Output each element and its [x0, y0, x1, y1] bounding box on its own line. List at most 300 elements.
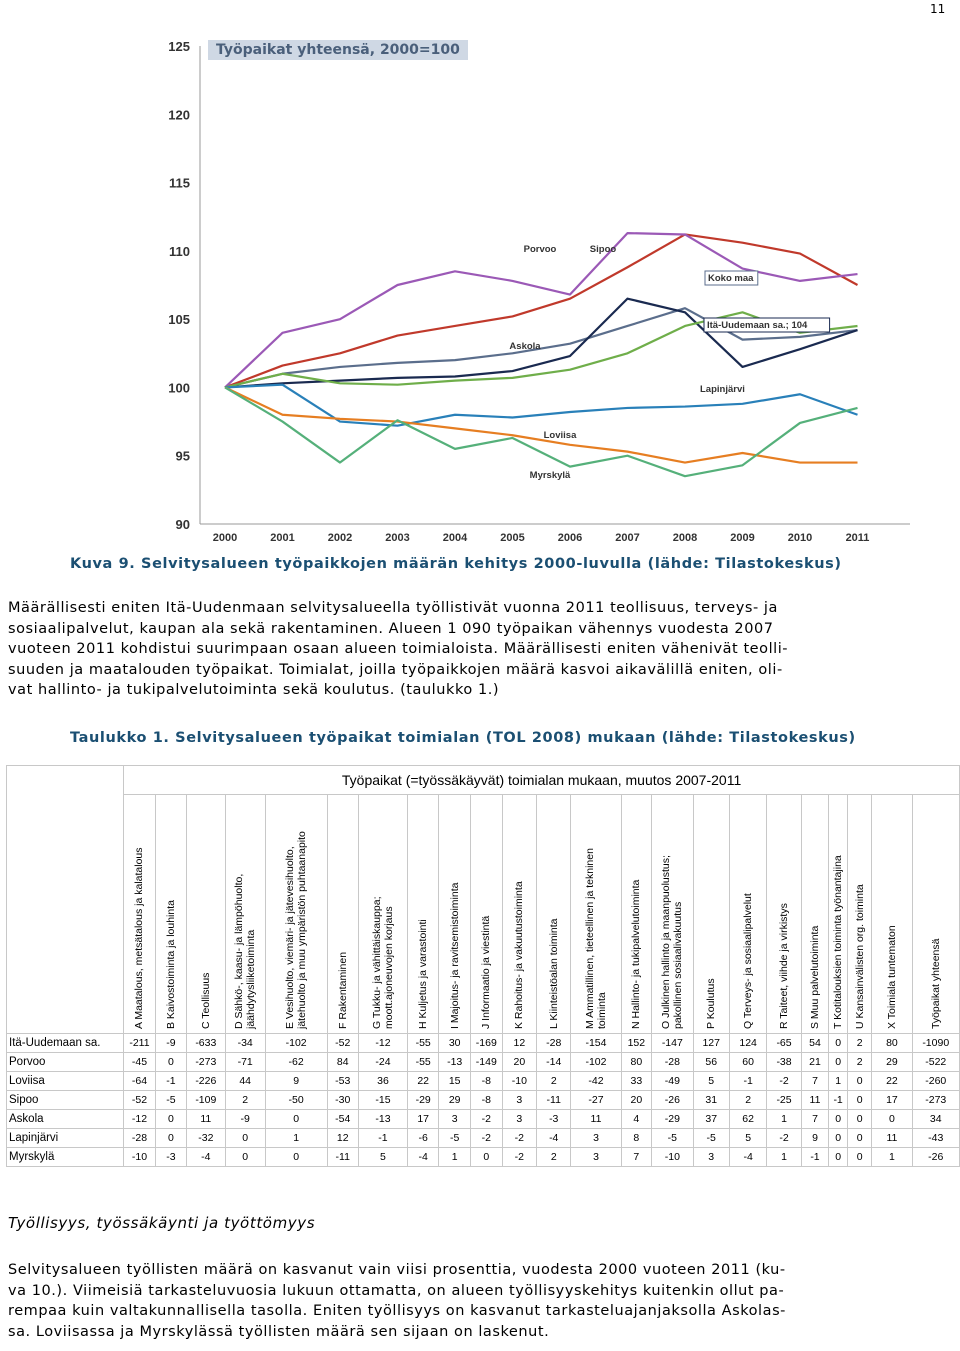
column-header-label	[705, 978, 717, 1029]
column-header	[124, 795, 156, 1034]
table-cell: 0	[847, 1129, 871, 1148]
column-header-text: R Taiteet, viihde ja virkistys	[778, 903, 791, 1029]
column-header-text: M Ammatillinen, tieteellinen ja tekninen	[583, 848, 596, 1029]
table-cell: 9	[801, 1129, 829, 1148]
table-cell: -13	[439, 1053, 471, 1072]
table-row	[7, 1129, 960, 1148]
series-label: Porvoo	[523, 244, 557, 255]
chart-title: Työpaikat yhteensä, 2000=100	[208, 40, 468, 60]
table-cell: -53	[327, 1072, 359, 1091]
column-header-label	[660, 855, 684, 1029]
table-cell: -28	[652, 1053, 693, 1072]
table-cell: 3	[571, 1129, 621, 1148]
series-label: Myrskylä	[529, 470, 571, 481]
table-cell: 2	[729, 1091, 766, 1110]
table-cell: 3	[571, 1148, 621, 1167]
chart-svg	[150, 28, 940, 553]
column-header-text: T Kotitalouksien toiminta työnantajina	[832, 855, 845, 1029]
column-header	[767, 795, 801, 1034]
table-cell: 8	[621, 1129, 652, 1148]
paragraph-line: Määrällisesti eniten Itä-Uudenmaan selvitysalueella työllistivät vuonna 2011 teollisuus, terveys- ja	[8, 600, 778, 616]
column-header	[912, 795, 960, 1034]
table-cell: -1	[829, 1091, 848, 1110]
column-header	[537, 795, 571, 1034]
table-cell: -11	[327, 1148, 359, 1167]
table-cell: -2	[470, 1129, 502, 1148]
table-row	[7, 1148, 960, 1167]
paragraph-line: Selvitysalueen työllisten määrä on kasvanut vain viisi prosenttia, vuodesta 2000 vuoteen 2011 (ku-	[8, 1262, 786, 1278]
table-cell: 60	[729, 1053, 766, 1072]
section-heading: Työllisyys, työssäkäynti ja työttömyys	[8, 1214, 316, 1232]
series-label: Loviisa	[543, 430, 577, 441]
column-header-text: C Teollisuus	[199, 972, 212, 1029]
column-header-text: E Vesihuolto, viemäri- ja jätevesihuolto,	[284, 846, 297, 1029]
paragraph-line: vat hallinto- ja tukipalvelutoiminta sekä koulutus. (taulukko 1.)	[8, 682, 500, 698]
x-tick-label: 2010	[787, 532, 813, 544]
table-cell: 0	[265, 1110, 327, 1129]
table-cell: -55	[407, 1034, 439, 1053]
body-paragraph-1	[8, 598, 958, 701]
column-header-text: A Maatalous, metsätalous ja kalatalous	[133, 847, 146, 1029]
table-cell: 20	[502, 1053, 536, 1072]
table-caption: Taulukko 1. Selvitysalueen työpaikat toimialan (TOL 2008) mukaan (lähde: Tilastokeskus)	[70, 730, 856, 746]
column-header-text: G Tukku- ja vähittäiskauppa;	[370, 896, 383, 1029]
paragraph-line: sosiaalipalvelut, kaupan ala sekä rakentaminen. Alueen 1 090 työpaikan vähennys vuodesta 2007	[8, 620, 774, 637]
table-row	[7, 1053, 960, 1072]
table-cell: -28	[124, 1129, 156, 1148]
table-cell: -5	[439, 1129, 471, 1148]
table-cell: -6	[407, 1129, 439, 1148]
y-tick-label: 115	[169, 175, 190, 191]
column-header	[439, 795, 471, 1034]
table-cell: 0	[155, 1110, 186, 1129]
table-cell: 1	[265, 1129, 327, 1148]
column-header	[621, 795, 652, 1034]
table-cell: -10	[124, 1148, 156, 1167]
y-tick-label: 95	[175, 448, 190, 464]
table-cell: -65	[767, 1034, 801, 1053]
table-cell: -633	[187, 1034, 225, 1053]
column-header	[801, 795, 829, 1034]
paragraph-line: vuoteen 2011 kohdistui suurimpaan osaan alueen toimialoista. Määrällisesti eniten vähenivät teolli-	[8, 641, 789, 657]
series-label: Itä-Uudemaan sa.; 104	[707, 320, 808, 331]
column-header-text: U Kansainvälisten org. toiminta	[853, 884, 866, 1029]
table-cell: 0	[225, 1148, 265, 1167]
column-header	[470, 795, 502, 1034]
column-header	[502, 795, 536, 1034]
table-cell: 3	[502, 1091, 536, 1110]
x-tick-label: 2003	[385, 532, 410, 544]
column-header-label	[337, 952, 349, 1029]
paragraph-line: sa. Loviisassa ja Myrskylässä työllisten määrä sen sijaan on laskenut.	[8, 1323, 550, 1340]
table-cell: 36	[359, 1072, 408, 1091]
table-cell: -49	[652, 1072, 693, 1091]
table-cell: 0	[847, 1110, 871, 1129]
table-cell: 4	[621, 1110, 652, 1129]
table-cell: -8	[470, 1091, 502, 1110]
table-cell: 0	[225, 1129, 265, 1148]
table-cell: 1	[829, 1072, 848, 1091]
table-cell: -32	[187, 1129, 225, 1148]
table-cell: 1	[767, 1148, 801, 1167]
y-tick-label: 110	[169, 243, 190, 259]
table-cell: -522	[912, 1053, 960, 1072]
table-cell: 30	[439, 1034, 471, 1053]
column-header-text: N Hallinto- ja tukipalvelutoiminta	[630, 879, 643, 1029]
table-cell: -9	[155, 1034, 186, 1053]
column-header-label	[742, 893, 754, 1029]
column-header	[571, 795, 621, 1034]
line-chart	[150, 28, 940, 553]
body-paragraph-2	[8, 1260, 960, 1342]
table-cell: 31	[693, 1091, 729, 1110]
table-cell: 11	[872, 1129, 912, 1148]
column-header-text: L Kiinteistöalan toiminta	[547, 918, 560, 1029]
table-cell: -64	[124, 1072, 156, 1091]
row-label: Lapinjärvi	[7, 1129, 124, 1148]
table-cell: 33	[621, 1072, 652, 1091]
table-cell: 1	[439, 1148, 471, 1167]
table-cell: 29	[872, 1053, 912, 1072]
table-cell: -1	[155, 1072, 186, 1091]
table-cell: 5	[359, 1148, 408, 1167]
table-cell: 62	[729, 1110, 766, 1129]
column-header-text: K Rahoitus- ja vakuutustoiminta	[513, 881, 526, 1029]
table-cell: 3	[439, 1110, 471, 1129]
table-cell: -62	[265, 1053, 327, 1072]
table-group-header: Työpaikat (=työssäkäyvät) toimialan mukaan, muutos 2007-2011	[124, 766, 960, 795]
table-cell: -15	[359, 1091, 408, 1110]
table-cell: -226	[187, 1072, 225, 1091]
table-cell: -34	[225, 1034, 265, 1053]
page-number: 11	[930, 2, 946, 16]
table-cell: 5	[729, 1129, 766, 1148]
table-cell: -45	[124, 1053, 156, 1072]
table-row	[7, 1091, 960, 1110]
table-cell: 29	[439, 1091, 471, 1110]
column-header	[155, 795, 186, 1034]
table-cell: -273	[187, 1053, 225, 1072]
column-header	[652, 795, 693, 1034]
table-cell: -2	[767, 1129, 801, 1148]
series-label: Sipoo	[589, 244, 617, 255]
column-header-label	[513, 881, 525, 1029]
table-cell: 15	[439, 1072, 471, 1091]
table-row	[7, 1110, 960, 1129]
column-header	[359, 795, 408, 1034]
table-cell: 0	[847, 1148, 871, 1167]
table-cell: -5	[693, 1129, 729, 1148]
table-cell: 21	[801, 1053, 829, 1072]
row-label: Loviisa	[7, 1072, 124, 1091]
table-cell: 3	[502, 1110, 536, 1129]
table-cell: -12	[359, 1034, 408, 1053]
table-cell: -26	[652, 1091, 693, 1110]
column-header-label	[417, 919, 429, 1029]
table-cell: -55	[407, 1053, 439, 1072]
column-header-label	[832, 855, 844, 1029]
table-cell: -50	[265, 1091, 327, 1110]
table-cell: 44	[225, 1072, 265, 1091]
table-cell: 80	[621, 1053, 652, 1072]
table-cell: -28	[537, 1034, 571, 1053]
table-cell: 0	[829, 1148, 848, 1167]
table-cell: -5	[652, 1129, 693, 1148]
table-cell: -11	[537, 1091, 571, 1110]
table-cell: 2	[847, 1053, 871, 1072]
column-header-text: S Muu palvelutoiminta	[808, 925, 821, 1029]
column-header-label	[233, 874, 257, 1029]
column-header-text: P Koulutus	[705, 978, 718, 1029]
column-header-text: moott.ajoneuvojen korjaus	[382, 906, 395, 1029]
table-cell: 11	[187, 1110, 225, 1129]
table-cell: 56	[693, 1053, 729, 1072]
column-header-text: X Toimiala tuntematon	[885, 925, 898, 1029]
column-header-label	[133, 847, 145, 1029]
table-cell: -211	[124, 1034, 156, 1053]
industry-table	[6, 765, 960, 1167]
column-header-label	[584, 848, 608, 1029]
table-cell: 9	[265, 1072, 327, 1091]
table-cell: -4	[187, 1148, 225, 1167]
column-header-text: O Julkinen hallinto ja maanpuolustus;	[660, 855, 673, 1029]
x-tick-label: 2000	[212, 532, 238, 544]
table-cell: -29	[652, 1110, 693, 1129]
table-cell: 0	[829, 1053, 848, 1072]
y-tick-label: 125	[168, 39, 190, 54]
table-cell: 0	[829, 1110, 848, 1129]
column-header	[327, 795, 359, 1034]
table-cell: -4	[407, 1148, 439, 1167]
table-cell: -169	[470, 1034, 502, 1053]
table-cell: -42	[571, 1072, 621, 1091]
row-label: Askola	[7, 1110, 124, 1129]
table-cell: -10	[652, 1148, 693, 1167]
paragraph-line: va 10.). Viimeisiä tarkasteluvuosia lukuun ottamatta, on alueen työllisyyskehitys kuitenkin ollut pa-	[8, 1282, 785, 1299]
table-cell: -102	[571, 1053, 621, 1072]
table-cell: -109	[187, 1091, 225, 1110]
table-cell: -38	[767, 1053, 801, 1072]
table-cell: -30	[327, 1091, 359, 1110]
table-cell: -10	[502, 1072, 536, 1091]
table-cell: 0	[829, 1034, 848, 1053]
table-cell: 7	[621, 1148, 652, 1167]
table-cell: 0	[155, 1129, 186, 1148]
row-label: Itä-Uudemaan sa.	[7, 1034, 124, 1053]
x-tick-label: 2002	[327, 532, 353, 544]
table-cell: 7	[801, 1072, 829, 1091]
table-cell: -52	[124, 1091, 156, 1110]
table-cell: -1	[729, 1072, 766, 1091]
table-cell: -14	[537, 1053, 571, 1072]
y-tick-label: 90	[175, 517, 190, 532]
x-tick-label: 2011	[845, 532, 870, 544]
table-cell: 2	[225, 1091, 265, 1110]
table-cell: 1	[872, 1148, 912, 1167]
row-label: Porvoo	[7, 1053, 124, 1072]
column-header-text: toiminta	[595, 992, 608, 1029]
column-header-text: pakollinen sosiaalivakuutus	[672, 901, 685, 1029]
table-cell: -4	[537, 1129, 571, 1148]
column-header-text: H Kuljetus ja varastointi	[417, 919, 430, 1029]
table-cell: 12	[502, 1034, 536, 1053]
table-cell: 2	[537, 1148, 571, 1167]
column-header-label	[809, 926, 821, 1029]
column-header-label	[284, 831, 308, 1029]
table-row	[7, 1034, 960, 1053]
table-cell: -260	[912, 1072, 960, 1091]
table-cell: 3	[693, 1148, 729, 1167]
y-tick-label: 105	[168, 312, 190, 328]
table-cell: -4	[729, 1148, 766, 1167]
table-cell: -273	[912, 1091, 960, 1110]
column-header-label	[548, 918, 560, 1029]
column-header-text: B Kaivostoiminta ja louhinta	[164, 900, 177, 1029]
table-cell: 37	[693, 1110, 729, 1129]
table-cell: -29	[407, 1091, 439, 1110]
series-label: Lapinjärvi	[700, 384, 745, 395]
table-cell: 1	[767, 1110, 801, 1129]
table-cell: 34	[912, 1110, 960, 1129]
column-header-label	[886, 925, 898, 1029]
x-tick-label: 2007	[615, 532, 640, 544]
table-cell: 0	[470, 1148, 502, 1167]
column-header-label	[630, 880, 642, 1029]
x-tick-label: 2008	[672, 532, 698, 544]
table-cell: 0	[847, 1091, 871, 1110]
table-cell: 20	[621, 1091, 652, 1110]
table-cell: 22	[407, 1072, 439, 1091]
column-header-text: D Sähkö-, kaasu- ja lämpöhuolto,	[233, 873, 246, 1029]
table-cell: -9	[225, 1110, 265, 1129]
table-column-headers	[7, 795, 960, 1034]
table-cell: 84	[327, 1053, 359, 1072]
column-header	[225, 795, 265, 1034]
table-cell: 127	[693, 1034, 729, 1053]
table-cell: 11	[801, 1091, 829, 1110]
table-cell: 0	[872, 1110, 912, 1129]
column-header-text: jätehuolto ja muu ympäristön puhtaanapito	[296, 831, 309, 1029]
table-cell: 0	[847, 1072, 871, 1091]
column-header-text: Työpaikat yhteensä	[929, 938, 942, 1029]
table-cell: -25	[767, 1091, 801, 1110]
column-header-label	[778, 903, 790, 1029]
table-cell: 17	[872, 1091, 912, 1110]
column-header-text: jäähdytysliiketoiminta	[245, 929, 258, 1029]
column-header-text: Q Terveys- ja sosiaalipalvelut	[742, 893, 755, 1029]
table-cell: 0	[155, 1053, 186, 1072]
table-cell: -154	[571, 1034, 621, 1053]
column-header	[829, 795, 848, 1034]
table-cell: -3	[155, 1148, 186, 1167]
y-tick-label: 100	[168, 380, 190, 396]
column-header-text: F Rakentaminen	[336, 951, 349, 1029]
column-header	[847, 795, 871, 1034]
table-cell: -8	[470, 1072, 502, 1091]
table-cell: 0	[829, 1129, 848, 1148]
column-header	[407, 795, 439, 1034]
table-cell: 2	[847, 1034, 871, 1053]
table-cell: 80	[872, 1034, 912, 1053]
table-cell: -54	[327, 1110, 359, 1129]
table-cell: -12	[124, 1110, 156, 1129]
table-cell: 17	[407, 1110, 439, 1129]
table-cell: 22	[872, 1072, 912, 1091]
table-cell: -27	[571, 1091, 621, 1110]
x-tick-label: 2006	[557, 532, 583, 544]
series-label: Askola	[509, 341, 541, 352]
paragraph-line: rempaa kuin valtakunnallisella tasolla. Eniten työllisyys on kasvanut tarkasteluajanjaksolla Askolas-	[8, 1303, 786, 1319]
series-line	[225, 385, 858, 426]
x-tick-label: 2004	[442, 532, 468, 544]
table-cell: 11	[571, 1110, 621, 1129]
table-corner-cell	[7, 766, 124, 1034]
y-tick-label: 120	[168, 107, 190, 123]
column-header	[187, 795, 225, 1034]
table-cell: -2	[767, 1072, 801, 1091]
table-cell: 0	[265, 1148, 327, 1167]
table-cell: -1	[359, 1129, 408, 1148]
table-body	[7, 1034, 960, 1167]
table-row	[7, 1072, 960, 1091]
table-cell: -1	[801, 1148, 829, 1167]
table-cell: -43	[912, 1129, 960, 1148]
table-cell: 5	[693, 1072, 729, 1091]
table-cell: 7	[801, 1110, 829, 1129]
column-header-text: I Majoitus- ja ravitsemistoiminta	[448, 882, 461, 1029]
column-header	[729, 795, 766, 1034]
table-cell: 152	[621, 1034, 652, 1053]
table-cell: 124	[729, 1034, 766, 1053]
column-header-label	[165, 900, 177, 1029]
column-header-label	[854, 884, 866, 1029]
column-header-label	[930, 939, 942, 1029]
table-cell: -149	[470, 1053, 502, 1072]
row-label: Sipoo	[7, 1091, 124, 1110]
table-cell: -13	[359, 1110, 408, 1129]
paragraph-line: suuden ja maatalouden työpaikat. Toimialat, joilla työpaikkojen määrä kasvoi aikavälillä eniten, oli-	[8, 661, 783, 678]
column-header	[872, 795, 912, 1034]
x-tick-label: 2009	[730, 532, 755, 544]
table-cell: 2	[537, 1072, 571, 1091]
x-tick-label: 2005	[500, 532, 525, 544]
row-label: Myrskylä	[7, 1148, 124, 1167]
series-label: Koko maa	[708, 273, 754, 284]
column-header-label	[480, 916, 492, 1029]
table-cell: -1090	[912, 1034, 960, 1053]
table-cell: -5	[155, 1091, 186, 1110]
column-header-label	[200, 973, 212, 1029]
table-cell: -147	[652, 1034, 693, 1053]
column-header-label	[371, 897, 395, 1030]
table-cell: -102	[265, 1034, 327, 1053]
figure-caption: Kuva 9. Selvitysalueen työpaikkojen määrän kehitys 2000-luvulla (lähde: Tilastokeskus)	[70, 556, 842, 572]
table-cell: -2	[502, 1148, 536, 1167]
x-tick-label: 2001	[270, 532, 295, 544]
table-cell: 12	[327, 1129, 359, 1148]
column-header	[693, 795, 729, 1034]
table-cell: -71	[225, 1053, 265, 1072]
table-cell: -52	[327, 1034, 359, 1053]
column-header-label	[449, 883, 461, 1029]
column-header-text: J Informaatio ja viestintä	[480, 915, 493, 1029]
table-cell: -26	[912, 1148, 960, 1167]
column-header	[265, 795, 327, 1034]
table-cell: -3	[537, 1110, 571, 1129]
table-cell: 54	[801, 1034, 829, 1053]
table-cell: -24	[359, 1053, 408, 1072]
table-cell: -2	[470, 1110, 502, 1129]
